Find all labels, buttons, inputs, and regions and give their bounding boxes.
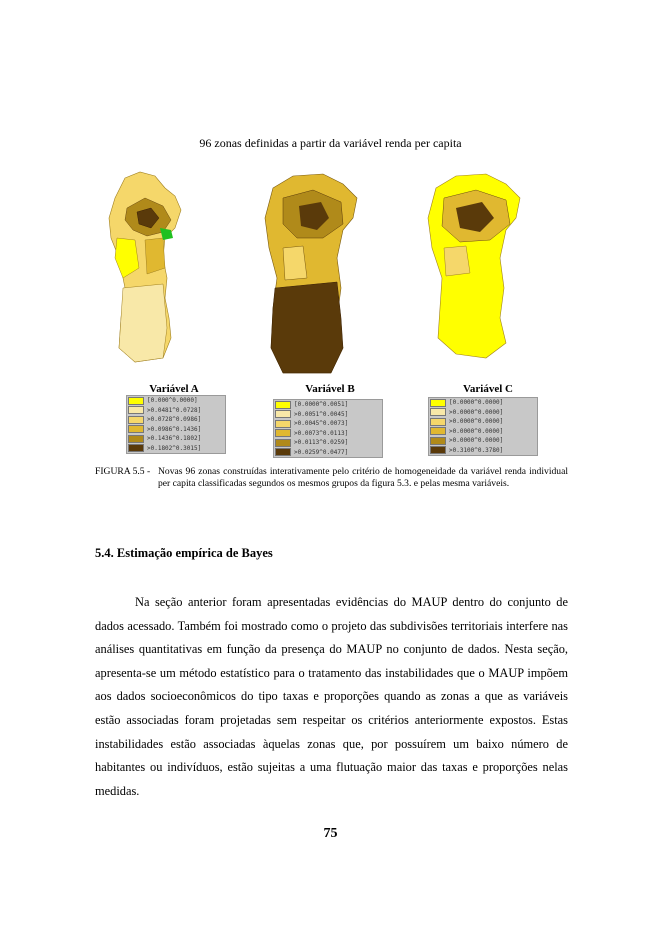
body-paragraph-text: Na seção anterior foram apresentadas evidências do MAUP dentro do conjunto de dados acessado. Também foi mostrado como o projeto das subdivisões territoriais interfere nas análises quantitativas em função da presença do MAUP no conjunto de dados. Nesta seção, apresenta-se um método estatístico para o tratamento das instabilidades que o MAUP impõem aos dados socioeconômicos do tipo taxas e proporções quando as zonas a que as variáveis estão associadas foram projetadas sem respeitar os critérios anteriormente expostos. Estas instabilidades estão associadas àquelas zonas que, por possuírem um baixo número de habitantes ou indivíduos, estão sujeitas a uma flutuação maior das taxas e proporções nelas medidas. [95,595,568,798]
legend-swatch [275,401,291,409]
legend-entry-text: >0.0000^0.0000] [449,437,504,445]
legend-swatch [275,410,291,418]
legend-entry [429,417,537,427]
legend-entry [274,410,382,420]
legend-entry [274,438,382,448]
legend-entry [429,408,537,418]
legend-entry-text: >0.0728^0.0986] [147,416,202,424]
legend-variable-a [126,395,226,454]
legend-entry-text: >0.0073^0.0113] [294,429,349,437]
legend-entry [127,434,225,444]
legend-entry-text: >0.0051^0.0045] [294,410,349,418]
variable-c-label: Variável C [462,383,513,395]
legend-swatch [128,435,144,443]
legend-entry-text: >0.1802^0.3015] [147,444,202,452]
map-variable-c [426,168,526,368]
legend-entry-text: >0.0481^0.0728] [147,406,202,414]
legend-entry-text: >0.0000^0.0000] [449,408,504,416]
legend-swatch [128,425,144,433]
legend-entry [274,419,382,429]
legend-entry-text: >0.0000^0.0000] [449,418,504,426]
legend-entry [274,429,382,439]
figure-caption-text: Novas 96 zonas construídas interativamente pelo critério de homogeneidade da variável renda individual per capita classificadas segundos os mesmos grupos da figura 5.3. e pelas mesma variáveis. [158,466,568,489]
legend-entry [127,415,225,425]
legend-swatch [430,408,446,416]
section-heading: 5.4. Estimação empírica de Bayes [95,546,273,560]
legend-entry-text: >0.0045^0.0073] [294,420,349,428]
legend-entry-text: >0.0000^0.0000] [449,427,504,435]
legend-entry [127,406,225,416]
legend-swatch [128,397,144,405]
legend-swatch [275,420,291,428]
legend-swatch [275,429,291,437]
legend-entry [127,444,225,454]
legend-entry [429,427,537,437]
legend-entry-text: [0.000^0.0000] [147,397,198,405]
legend-swatch [128,444,144,452]
legend-entry [429,446,537,456]
legend-swatch [128,406,144,414]
legend-entry-text: >0.0259^0.0477] [294,448,349,456]
figure-caption [95,466,568,490]
legend-entry-text: [0.0000^0.0000] [449,399,504,407]
variable-a-label: Variável A [149,383,199,395]
legend-swatch [275,448,291,456]
map-variable-b [263,168,363,378]
figure-title: 96 zonas definidas a partir da variável renda per capita [199,136,462,150]
legend-swatch [128,416,144,424]
map-variable-a [105,168,185,368]
legend-swatch [430,437,446,445]
legend-entry [274,400,382,410]
legend-variable-b [273,399,383,458]
legend-swatch [430,418,446,426]
legend-entry-text: >0.1436^0.1802] [147,435,202,443]
legend-variable-c [428,397,538,456]
legend-entry [127,396,225,406]
legend-swatch [430,427,446,435]
legend-entry [429,436,537,446]
legend-entry [429,398,537,408]
legend-swatch [430,446,446,454]
legend-entry-text: >0.0113^0.0259] [294,439,349,447]
page-number: 75 [323,826,338,841]
legend-entry-text: >0.3100^0.3780] [449,446,504,454]
body-paragraph [95,591,568,803]
legend-swatch [430,399,446,407]
legend-entry-text: [0.0000^0.0051] [294,401,349,409]
legend-swatch [275,439,291,447]
figure-caption-label: FIGURA 5.5 - [95,466,151,477]
legend-entry [274,448,382,458]
variable-b-label: Variável B [305,383,355,395]
legend-entry [127,425,225,435]
legend-entry-text: >0.0986^0.1436] [147,425,202,433]
